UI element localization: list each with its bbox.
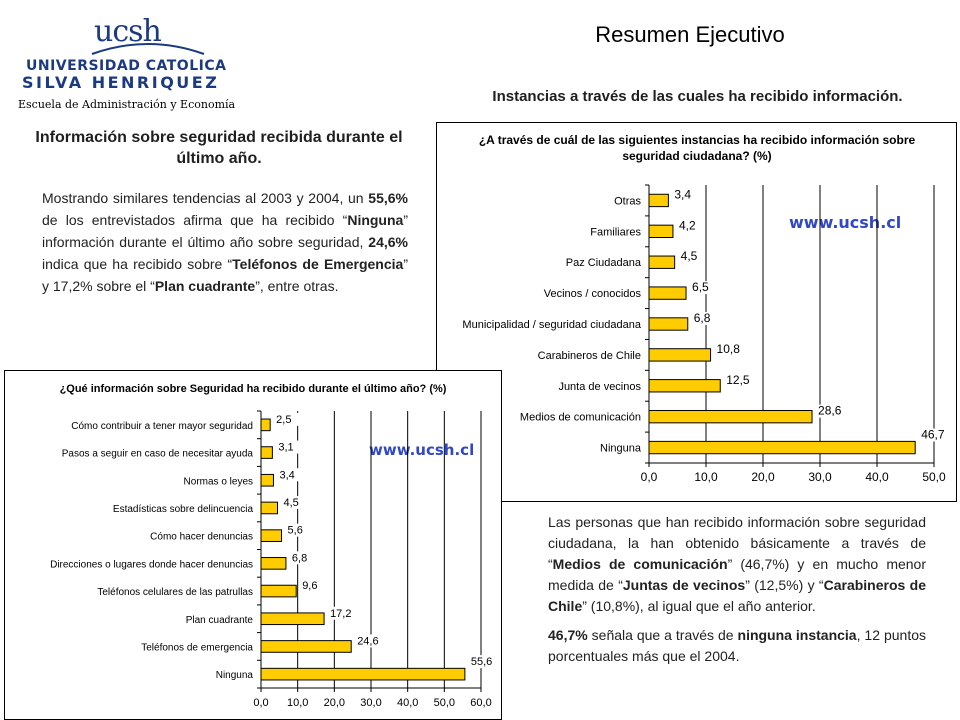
data-label: 3,1 — [278, 441, 294, 454]
bar — [649, 225, 673, 237]
data-label: 4,2 — [678, 218, 696, 233]
data-label: 3,4 — [279, 469, 295, 482]
x-tick-label: 10,0 — [286, 697, 309, 709]
category-label: Paz Ciudadana — [565, 257, 641, 270]
category-label: Cómo hacer denuncias — [150, 531, 253, 543]
bar — [261, 585, 296, 597]
chart-plot — [437, 123, 956, 501]
category-label: Teléfonos celulares de las patrullas — [97, 587, 253, 599]
bar — [649, 410, 812, 422]
x-tick-label: 50,0 — [922, 470, 946, 484]
bar — [261, 558, 286, 570]
bar — [261, 502, 278, 514]
category-label: Ninguna — [215, 670, 253, 682]
category-label: Familiares — [590, 226, 641, 239]
category-label: Medios de comunicación — [519, 411, 641, 424]
data-label: 28,6 — [818, 403, 842, 418]
bar — [261, 668, 465, 680]
right-section-heading: Instancias a través de las cuales ha recibido información. — [492, 88, 903, 105]
category-label: Vecinos / conocidos — [543, 288, 641, 301]
category-label: Direcciones o lugares donde hacer denuncias — [50, 559, 253, 571]
category-label: Cómo contribuir a tener mayor seguridad — [71, 420, 253, 432]
logo-university-text: UNIVERSIDAD CATOLICA — [26, 58, 227, 74]
right-paragraph-2: 46,7% señala que a través de ninguna instancia, 12 puntos porcentuales más que el 2004. — [548, 627, 926, 664]
bar — [649, 287, 686, 299]
data-label: 5,6 — [287, 524, 303, 537]
x-tick-label: 40,0 — [396, 697, 419, 709]
x-tick-label: 10,0 — [694, 470, 718, 484]
data-label: 10,8 — [716, 341, 740, 356]
category-label: Pasos a seguir en caso de necesitar ayuda — [61, 448, 253, 460]
x-tick-label: 30,0 — [360, 697, 382, 709]
category-label: Teléfonos de emergencia — [141, 642, 253, 654]
bar — [649, 256, 675, 268]
x-tick-label: 30,0 — [808, 470, 832, 484]
bar — [261, 530, 282, 542]
category-label: Junta de vecinos — [558, 380, 641, 393]
chart-title: ¿A través de cuál de las siguientes instancias ha recibido información sobre seguridad ciudadana? (%) — [478, 133, 916, 163]
bar — [649, 194, 668, 206]
data-label: 6,5 — [692, 280, 709, 295]
bar — [261, 447, 272, 459]
logo-name-text: SILVA HENRIQUEZ — [22, 73, 220, 92]
data-label: 6,8 — [291, 552, 308, 565]
logo-ucsh-text: ucsh — [94, 14, 161, 49]
x-tick-label: 50,0 — [433, 697, 456, 709]
data-label: 2,5 — [276, 413, 292, 426]
bar — [649, 441, 915, 453]
category-label: Plan cuadrante — [185, 614, 253, 626]
data-label: 46,7 — [921, 427, 945, 442]
category-label: Otras — [614, 195, 641, 208]
data-label: 4,5 — [680, 249, 698, 264]
chart-plot — [5, 371, 501, 719]
data-label: 6,8 — [693, 311, 711, 325]
data-label: 17,2 — [330, 607, 352, 620]
chart-instancias — [436, 122, 957, 502]
x-tick-label: 20,0 — [323, 697, 346, 709]
bar — [261, 613, 324, 625]
data-label: 9,6 — [302, 580, 318, 593]
bar — [649, 318, 688, 330]
data-label: 4,5 — [283, 496, 299, 509]
university-logo — [6, 10, 236, 111]
x-tick-label: 20,0 — [751, 470, 775, 484]
x-tick-label: 40,0 — [865, 470, 889, 484]
data-label: 55,6 — [470, 656, 493, 669]
right-paragraph — [548, 512, 926, 675]
data-label: 24,6 — [357, 635, 379, 648]
chart-watermark: www.ucsh.cl — [789, 213, 902, 232]
category-label: Normas o leyes — [183, 476, 253, 488]
bar — [261, 641, 351, 653]
chart-watermark: www.ucsh.cl — [369, 441, 475, 459]
chart-informacion — [4, 370, 502, 720]
bar — [261, 474, 273, 486]
right-paragraph-1: Las personas que han recibido información sobre seguridad ciudadana, la han obtenido básicamente a través de “Medios de comunicación” (46,7%) y en mucho menor medida de “Juntas de vecinos” (12,5%) y “Carabineros de Chile” (10,8%), al igual que el año anterior. — [548, 514, 926, 614]
category-label: Carabineros de Chile — [537, 349, 641, 362]
category-label: Municipalidad / seguridad ciudadana — [462, 319, 641, 331]
left-paragraph: Mostrando similares tendencias al 2003 y 2004, un 55,6% de los entrevistados afirma que ha recibido “Ninguna” información durante el último año sobre seguridad, 24,6% indica que ha recibido sobre “Teléfonos de Emergencia” y 17,2% sobre el “Plan cuadrante”, entre otras. — [42, 190, 408, 294]
bar — [649, 349, 711, 361]
category-label: Ninguna — [600, 442, 641, 455]
logo-school-text: Escuela de Administración y Economía — [18, 98, 236, 111]
bar — [649, 380, 720, 392]
x-tick-label: 0,0 — [253, 697, 269, 709]
bar — [261, 419, 270, 431]
category-label: Estadísticas sobre delincuencia — [112, 503, 253, 515]
logo-monogram — [88, 16, 208, 56]
page-title: Resumen Ejecutivo — [595, 22, 785, 47]
data-label: 12,5 — [726, 372, 750, 387]
left-section-heading: Información sobre seguridad recibida durante el último año. — [35, 129, 403, 167]
data-label: 3,4 — [674, 187, 692, 202]
x-tick-label: 0,0 — [640, 470, 658, 484]
chart-title: ¿Qué información sobre Seguridad ha recibido durante el último año? (%) — [59, 383, 447, 395]
x-tick-label: 60,0 — [470, 697, 492, 709]
